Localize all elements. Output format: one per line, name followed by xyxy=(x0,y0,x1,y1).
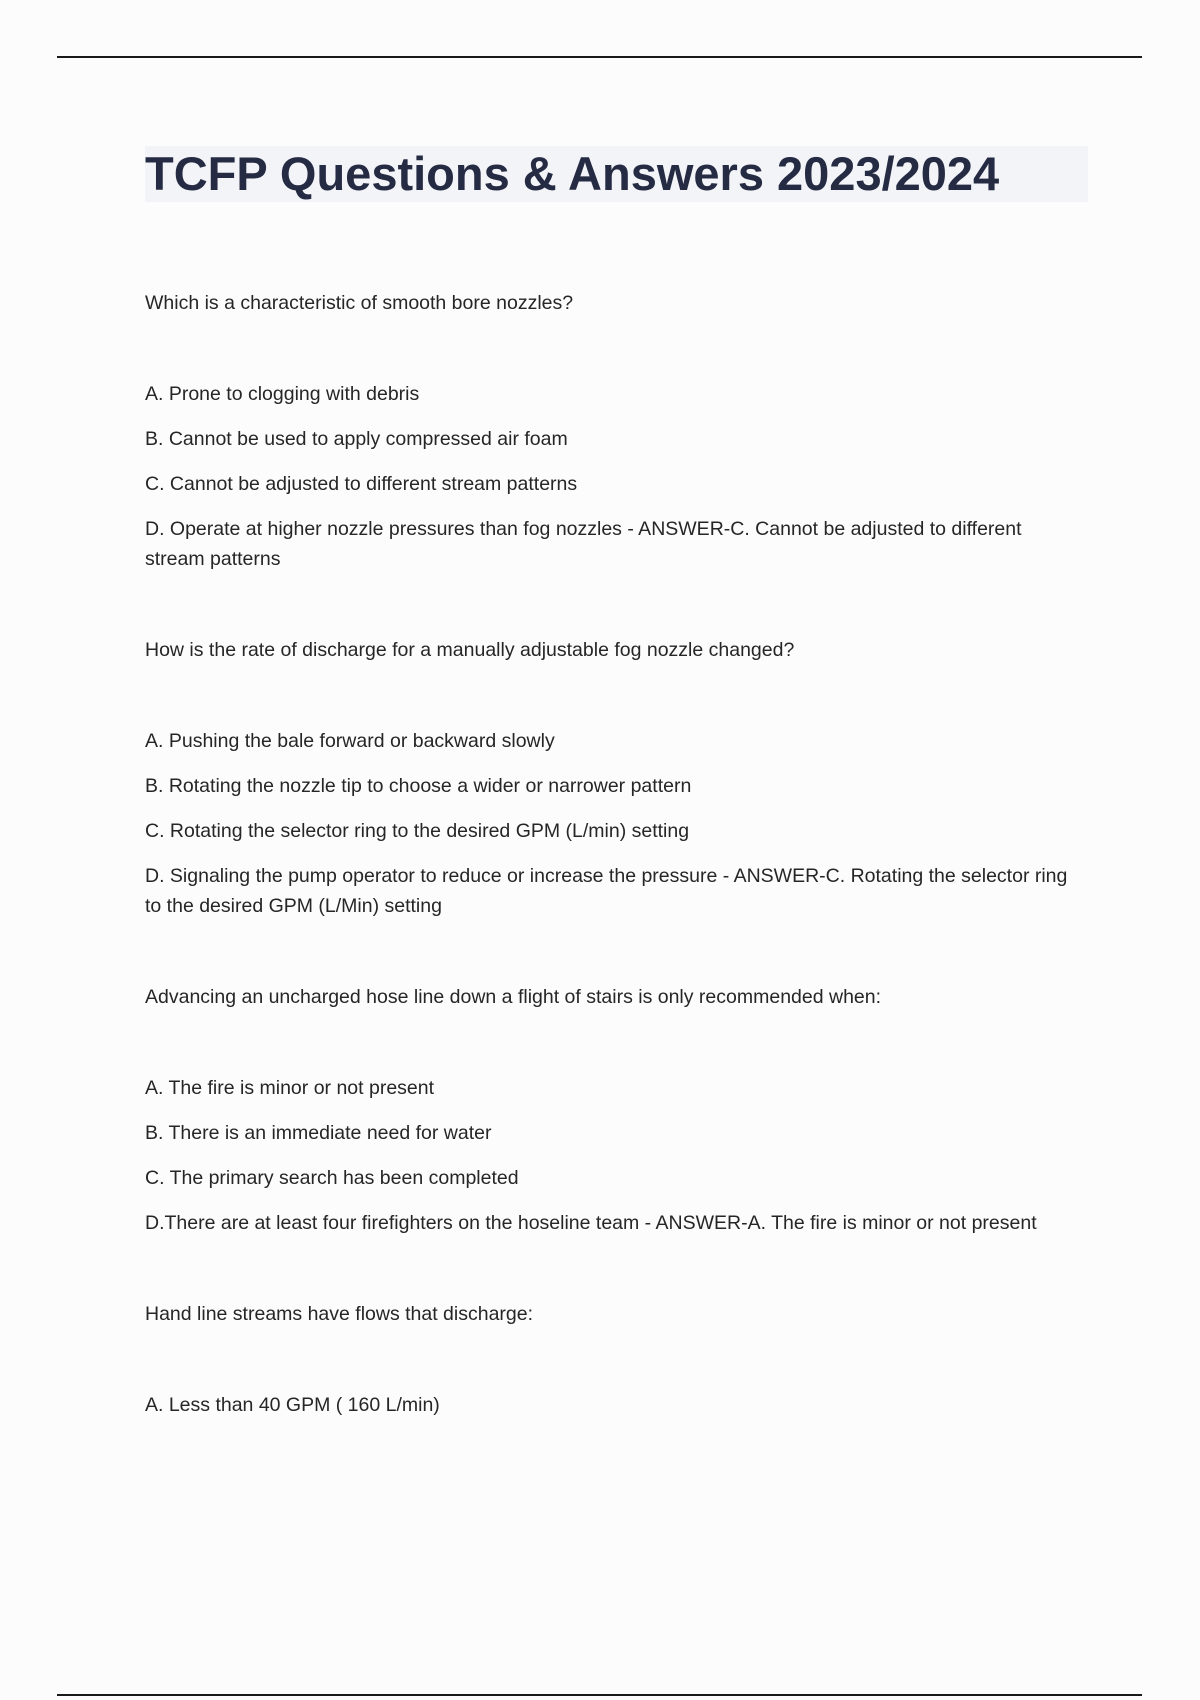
document-title: TCFP Questions & Answers 2023/2024 xyxy=(145,147,1000,200)
question-block-1 xyxy=(145,288,1085,574)
option-b: B. There is an immediate need for water xyxy=(145,1122,492,1144)
option-a: A. Prone to clogging with debris xyxy=(145,383,420,405)
option-d-with-answer: D. Signaling the pump operator to reduce or increase the pressure - ANSWER-C. Rotating the selector ring to the desired GPM (L/Min) setting xyxy=(145,865,1068,917)
question-text: Which is a characteristic of smooth bore nozzles? xyxy=(145,292,574,314)
option-b: B. Cannot be used to apply compressed air foam xyxy=(145,428,568,450)
option-c: C. Rotating the selector ring to the desired GPM (L/min) setting xyxy=(145,820,690,842)
option-a: A. The fire is minor or not present xyxy=(145,1077,435,1099)
option-c: C. The primary search has been completed xyxy=(145,1167,519,1189)
option-a: A. Less than 40 GPM ( 160 L/min) xyxy=(145,1394,440,1416)
option-d-with-answer: D. Operate at higher nozzle pressures than fog nozzles - ANSWER-C. Cannot be adjusted to different stream patterns xyxy=(145,518,1022,570)
option-d-with-answer: D.There are at least four firefighters on the hoseline team - ANSWER-A. The fire is minor or not present xyxy=(145,1212,1037,1234)
question-block-2 xyxy=(145,635,1085,921)
option-a: A. Pushing the bale forward or backward slowly xyxy=(145,730,555,752)
option-b: B. Rotating the nozzle tip to choose a wider or narrower pattern xyxy=(145,775,692,797)
question-text: Hand line streams have flows that discharge: xyxy=(145,1303,534,1325)
top-divider xyxy=(57,56,1142,58)
document-body xyxy=(145,288,1085,1435)
option-c: C. Cannot be adjusted to different stream patterns xyxy=(145,473,578,495)
question-block-4 xyxy=(145,1299,1085,1420)
question-text: Advancing an uncharged hose line down a flight of stairs is only recommended when: xyxy=(145,986,882,1008)
question-block-3 xyxy=(145,982,1085,1238)
bottom-divider xyxy=(57,1694,1142,1696)
title-banner xyxy=(145,146,1088,202)
question-text: How is the rate of discharge for a manually adjustable fog nozzle changed? xyxy=(145,639,795,661)
